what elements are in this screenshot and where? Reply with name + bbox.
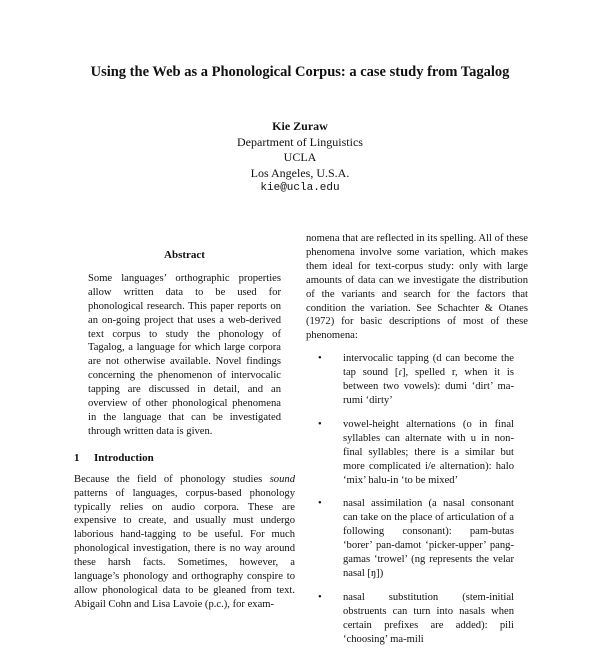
abstract-heading: Abstract [164, 249, 205, 261]
section-number: 1 [74, 451, 80, 464]
left-column [74, 232, 295, 612]
list-item [306, 418, 528, 488]
intro-text-part-1: Because the field of phonology studies [74, 473, 270, 485]
author-block [0, 119, 600, 197]
author-institution: UCLA [283, 150, 317, 165]
section-title: Introduction [94, 451, 154, 464]
bullet-icon: • [318, 591, 322, 603]
right-column-intro: nomena that are reflected in its spelling. All of these phenomena involve some variation, which makes them ideal for text-corpus study: only with large amounts of data can we investigate the distribution of the variants and search for the factors that condition the variation. See Schachter & Otanes (1972) for basic descriptions of most of these phenomena: [306, 233, 528, 342]
paper-title: Using the Web as a Phonological Corpus: a case study from Tagalog [90, 64, 510, 80]
list-item [306, 591, 528, 647]
bullet-icon: • [318, 418, 322, 430]
bullet-icon: • [318, 353, 322, 365]
bullet-icon: • [318, 498, 322, 510]
author-email: kie@ucla.edu [260, 182, 340, 195]
intro-text-part-2: patterns of languages, corpus-based phonology typically relies on audio corpora. These are expensive to create, and usually must undergo laborious hand-tagging to be useful. For much phonological investigation, there is no way around these harsh facts. Sometimes, however, a language’s phonology and orthography conspire to allow phonological data to be gleaned from text. Abigail Cohn and Lisa Lavoie (p.c.), for exam- [74, 487, 295, 610]
right-column [306, 232, 528, 656]
abstract-text: Some languages’ orthographic properties allow written data to be used for phonological research. This paper reports on an on-going project that uses a web-derived text corpus to study the phonology of Tagalog, a language for which large corpora are not otherwise available. Novel findings concerning the phenomenon of intervocalic tapping are discussed in detail, and an overview of other phonological phenomena in the language that can be investigated through written data is given. [88, 272, 281, 437]
intro-italic-word: sound [269, 473, 295, 485]
list-item [306, 497, 528, 580]
introduction-text [74, 473, 295, 612]
section-heading-introduction [74, 452, 295, 466]
author-department: Department of Linguistics [237, 134, 363, 149]
list-item-text: vowel-height alternations (o in final syllables can alternate with u in non-final syllables; there is a similar but more complicated i/e alternation): halo ‘mix’ halu-in ‘to be mixed’ [343, 418, 514, 486]
phenomena-list [306, 352, 528, 646]
list-item [306, 352, 528, 408]
author-name: Kie Zuraw [272, 119, 328, 133]
list-item-text: nasal assimilation (a nasal consonant can take on the place of articulation of a following consonant): pam-butas ‘borer’ pan-damot ‘picker-upper’ pang-gamas ‘trowel’ (ng represents the velar nasal [ŋ]) [343, 498, 514, 579]
author-location: Los Angeles, U.S.A. [250, 165, 350, 180]
list-item-text: nasal substitution (stem-initial obstruents can turn into nasals when certain prefixes are added): pili ‘choosing’ ma-mili [343, 591, 514, 645]
list-item-text: intervocalic tapping (d can become the tap sound [ɾ], spelled r, when it is between two vowels): dumi ‘dirt’ ma-rumi ‘dirty’ [343, 353, 514, 406]
